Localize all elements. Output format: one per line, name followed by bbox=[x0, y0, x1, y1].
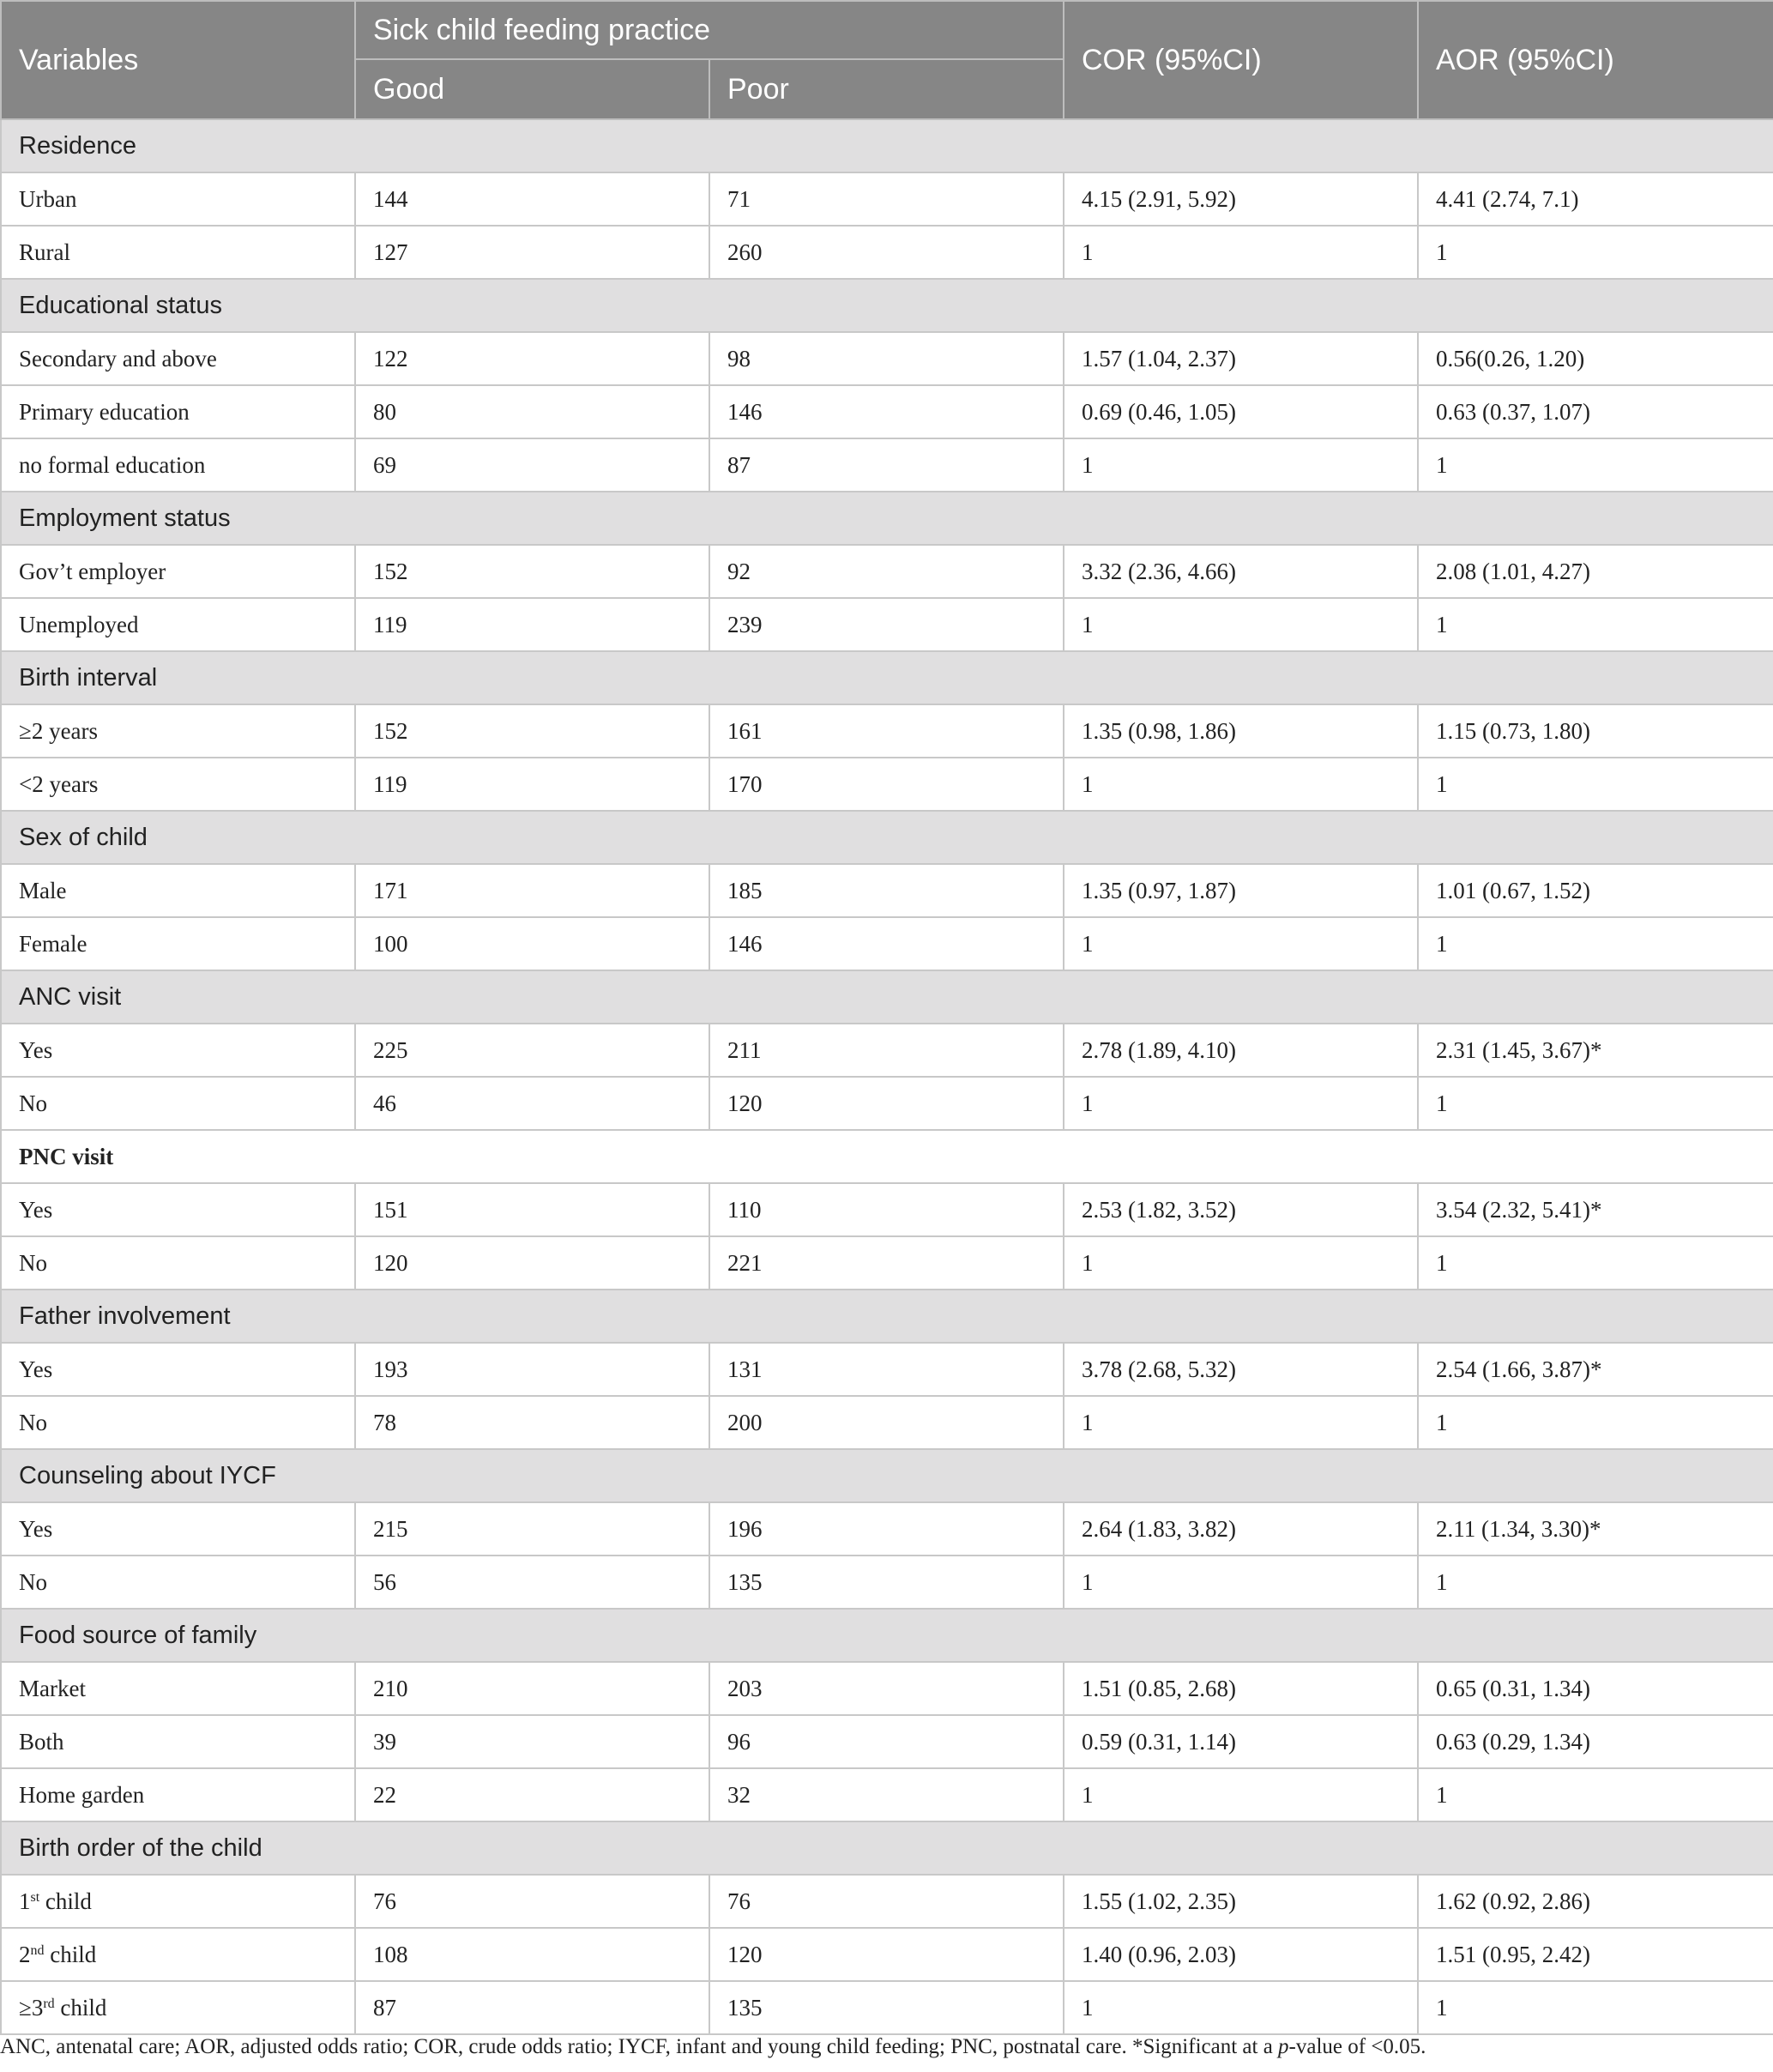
cell-aor: 1 bbox=[1418, 1556, 1773, 1609]
variable-text: ≥3 bbox=[19, 1994, 44, 2021]
cell-poor: 146 bbox=[709, 385, 1064, 438]
table-row bbox=[1, 1768, 1773, 1821]
cell-variable bbox=[1, 1928, 355, 1981]
group-row bbox=[1, 1130, 1773, 1183]
cell-variable: Market bbox=[1, 1662, 355, 1715]
group-label: Residence bbox=[1, 119, 1773, 172]
cell-good: 80 bbox=[355, 385, 709, 438]
cell-variable: Female bbox=[1, 917, 355, 970]
table-header bbox=[1, 1, 1773, 119]
cell-poor: 120 bbox=[709, 1077, 1064, 1130]
cell-poor: 239 bbox=[709, 598, 1064, 651]
cell-poor: 146 bbox=[709, 917, 1064, 970]
group-row bbox=[1, 651, 1773, 704]
cell-cor: 3.32 (2.36, 4.66) bbox=[1064, 545, 1418, 598]
table-row bbox=[1, 704, 1773, 758]
variable-text: 1 bbox=[19, 1888, 31, 1914]
cell-poor: 161 bbox=[709, 704, 1064, 758]
footnote-p-italic: p bbox=[1278, 2035, 1289, 2058]
cell-cor: 1 bbox=[1064, 1396, 1418, 1449]
cell-variable: Yes bbox=[1, 1183, 355, 1236]
cell-poor: 32 bbox=[709, 1768, 1064, 1821]
cell-cor: 1 bbox=[1064, 1077, 1418, 1130]
table-row bbox=[1, 758, 1773, 811]
cell-poor: 98 bbox=[709, 332, 1064, 385]
cell-good: 127 bbox=[355, 226, 709, 279]
table-row bbox=[1, 226, 1773, 279]
cell-good: 56 bbox=[355, 1556, 709, 1609]
cell-cor: 1.57 (1.04, 2.37) bbox=[1064, 332, 1418, 385]
variable-text: 2 bbox=[19, 1941, 31, 1967]
header-good: Good bbox=[355, 59, 709, 119]
group-row bbox=[1, 119, 1773, 172]
cell-variable: Yes bbox=[1, 1024, 355, 1077]
cell-aor: 2.08 (1.01, 4.27) bbox=[1418, 545, 1773, 598]
cell-variable: Home garden bbox=[1, 1768, 355, 1821]
cell-aor: 1 bbox=[1418, 1236, 1773, 1290]
cell-poor: 76 bbox=[709, 1875, 1064, 1928]
header-practice-group: Sick child feeding practice bbox=[355, 1, 1064, 59]
cell-aor: 1 bbox=[1418, 917, 1773, 970]
cell-variable: Yes bbox=[1, 1343, 355, 1396]
cell-good: 119 bbox=[355, 758, 709, 811]
group-label: PNC visit bbox=[1, 1130, 1773, 1183]
table-footnote bbox=[0, 2035, 1767, 2059]
cell-good: 78 bbox=[355, 1396, 709, 1449]
cell-aor: 0.56(0.26, 1.20) bbox=[1418, 332, 1773, 385]
header-poor: Poor bbox=[709, 59, 1064, 119]
cell-cor: 1 bbox=[1064, 598, 1418, 651]
cell-cor: 1.55 (1.02, 2.35) bbox=[1064, 1875, 1418, 1928]
cell-aor: 1 bbox=[1418, 1981, 1773, 2034]
cell-poor: 221 bbox=[709, 1236, 1064, 1290]
cell-cor: 1 bbox=[1064, 1236, 1418, 1290]
cell-poor: 203 bbox=[709, 1662, 1064, 1715]
table-row bbox=[1, 438, 1773, 492]
cell-poor: 170 bbox=[709, 758, 1064, 811]
cell-aor: 2.54 (1.66, 3.87)* bbox=[1418, 1343, 1773, 1396]
cell-poor: 71 bbox=[709, 172, 1064, 226]
cell-cor: 1 bbox=[1064, 226, 1418, 279]
table-row bbox=[1, 1343, 1773, 1396]
table-row bbox=[1, 1396, 1773, 1449]
cell-cor: 0.59 (0.31, 1.14) bbox=[1064, 1715, 1418, 1768]
group-row bbox=[1, 492, 1773, 545]
cell-aor: 2.31 (1.45, 3.67)* bbox=[1418, 1024, 1773, 1077]
variable-suffix: child bbox=[44, 1941, 97, 1967]
cell-good: 152 bbox=[355, 545, 709, 598]
cell-aor: 3.54 (2.32, 5.41)* bbox=[1418, 1183, 1773, 1236]
cell-poor: 135 bbox=[709, 1981, 1064, 2034]
cell-cor: 1 bbox=[1064, 1981, 1418, 2034]
footnote-text-end: -value of <0.05. bbox=[1288, 2035, 1426, 2058]
cell-variable: Secondary and above bbox=[1, 332, 355, 385]
cell-aor: 1 bbox=[1418, 1077, 1773, 1130]
table-row bbox=[1, 864, 1773, 917]
group-label: Counseling about IYCF bbox=[1, 1449, 1773, 1502]
cell-cor: 1 bbox=[1064, 438, 1418, 492]
cell-variable: <2 years bbox=[1, 758, 355, 811]
header-cor: COR (95%CI) bbox=[1064, 1, 1418, 119]
cell-good: 100 bbox=[355, 917, 709, 970]
cell-variable: Primary education bbox=[1, 385, 355, 438]
group-label: Father involvement bbox=[1, 1290, 1773, 1343]
table-row bbox=[1, 1928, 1773, 1981]
cell-aor: 1.15 (0.73, 1.80) bbox=[1418, 704, 1773, 758]
group-label: ANC visit bbox=[1, 970, 1773, 1024]
cell-cor: 1 bbox=[1064, 1768, 1418, 1821]
cell-good: 122 bbox=[355, 332, 709, 385]
group-label: Employment status bbox=[1, 492, 1773, 545]
cell-good: 225 bbox=[355, 1024, 709, 1077]
cell-cor: 1.40 (0.96, 2.03) bbox=[1064, 1928, 1418, 1981]
cell-good: 151 bbox=[355, 1183, 709, 1236]
cell-cor: 1.51 (0.85, 2.68) bbox=[1064, 1662, 1418, 1715]
table-row bbox=[1, 1556, 1773, 1609]
cell-good: 22 bbox=[355, 1768, 709, 1821]
group-row bbox=[1, 1609, 1773, 1662]
cell-cor: 2.64 (1.83, 3.82) bbox=[1064, 1502, 1418, 1556]
cell-good: 87 bbox=[355, 1981, 709, 2034]
cell-variable: Male bbox=[1, 864, 355, 917]
cell-good: 119 bbox=[355, 598, 709, 651]
table-row bbox=[1, 1502, 1773, 1556]
table-body bbox=[1, 119, 1773, 2034]
cell-variable: Rural bbox=[1, 226, 355, 279]
table-row bbox=[1, 1662, 1773, 1715]
group-row bbox=[1, 279, 1773, 332]
table-row bbox=[1, 1024, 1773, 1077]
cell-poor: 135 bbox=[709, 1556, 1064, 1609]
cell-poor: 196 bbox=[709, 1502, 1064, 1556]
cell-aor: 1 bbox=[1418, 758, 1773, 811]
cell-poor: 185 bbox=[709, 864, 1064, 917]
group-row bbox=[1, 1449, 1773, 1502]
cell-aor: 1 bbox=[1418, 1768, 1773, 1821]
table-row bbox=[1, 1875, 1773, 1928]
group-label: Food source of family bbox=[1, 1609, 1773, 1662]
cell-poor: 260 bbox=[709, 226, 1064, 279]
cell-cor: 1 bbox=[1064, 758, 1418, 811]
cell-cor: 2.53 (1.82, 3.52) bbox=[1064, 1183, 1418, 1236]
header-aor: AOR (95%CI) bbox=[1418, 1, 1773, 119]
cell-aor: 1.01 (0.67, 1.52) bbox=[1418, 864, 1773, 917]
cell-cor: 3.78 (2.68, 5.32) bbox=[1064, 1343, 1418, 1396]
cell-poor: 87 bbox=[709, 438, 1064, 492]
cell-good: 215 bbox=[355, 1502, 709, 1556]
footnote-text: ANC, antenatal care; AOR, adjusted odds ratio; COR, crude odds ratio; IYCF, infant and young child feeding; PNC, postnatal care. *Significant at a bbox=[0, 2035, 1279, 2058]
ordinal-suffix: nd bbox=[30, 1942, 45, 1958]
group-row bbox=[1, 1290, 1773, 1343]
table-row bbox=[1, 172, 1773, 226]
cell-variable: ≥2 years bbox=[1, 704, 355, 758]
cell-good: 76 bbox=[355, 1875, 709, 1928]
cell-aor: 0.63 (0.29, 1.34) bbox=[1418, 1715, 1773, 1768]
cell-cor: 1 bbox=[1064, 1556, 1418, 1609]
cell-cor: 1.35 (0.98, 1.86) bbox=[1064, 704, 1418, 758]
cell-aor: 1 bbox=[1418, 438, 1773, 492]
group-label: Educational status bbox=[1, 279, 1773, 332]
cell-aor: 1 bbox=[1418, 1396, 1773, 1449]
cell-cor: 2.78 (1.89, 4.10) bbox=[1064, 1024, 1418, 1077]
table-row bbox=[1, 1981, 1773, 2034]
ordinal-suffix: st bbox=[30, 1889, 40, 1905]
cell-variable: no formal education bbox=[1, 438, 355, 492]
cell-variable: No bbox=[1, 1236, 355, 1290]
table-row bbox=[1, 1183, 1773, 1236]
cell-good: 144 bbox=[355, 172, 709, 226]
cell-variable: Urban bbox=[1, 172, 355, 226]
ordinal-suffix: rd bbox=[43, 1996, 55, 2011]
variable-suffix: child bbox=[39, 1888, 92, 1914]
cell-variable bbox=[1, 1981, 355, 2034]
cell-good: 69 bbox=[355, 438, 709, 492]
cell-variable: Unemployed bbox=[1, 598, 355, 651]
cell-aor: 2.11 (1.34, 3.30)* bbox=[1418, 1502, 1773, 1556]
cell-variable: Both bbox=[1, 1715, 355, 1768]
cell-good: 120 bbox=[355, 1236, 709, 1290]
cell-good: 193 bbox=[355, 1343, 709, 1396]
table-row bbox=[1, 598, 1773, 651]
table-row bbox=[1, 1715, 1773, 1768]
table-row bbox=[1, 385, 1773, 438]
group-row bbox=[1, 811, 1773, 864]
cell-poor: 120 bbox=[709, 1928, 1064, 1981]
cell-poor: 92 bbox=[709, 545, 1064, 598]
table-row bbox=[1, 545, 1773, 598]
table-row bbox=[1, 332, 1773, 385]
cell-aor: 4.41 (2.74, 7.1) bbox=[1418, 172, 1773, 226]
group-label: Sex of child bbox=[1, 811, 1773, 864]
cell-poor: 211 bbox=[709, 1024, 1064, 1077]
group-label: Birth order of the child bbox=[1, 1821, 1773, 1875]
cell-aor: 1.51 (0.95, 2.42) bbox=[1418, 1928, 1773, 1981]
cell-variable: No bbox=[1, 1556, 355, 1609]
table-row bbox=[1, 1077, 1773, 1130]
cell-variable: Yes bbox=[1, 1502, 355, 1556]
cell-good: 152 bbox=[355, 704, 709, 758]
table-row bbox=[1, 917, 1773, 970]
table-row bbox=[1, 1236, 1773, 1290]
cell-cor: 0.69 (0.46, 1.05) bbox=[1064, 385, 1418, 438]
header-variables: Variables bbox=[1, 1, 355, 119]
group-row bbox=[1, 970, 1773, 1024]
cell-poor: 131 bbox=[709, 1343, 1064, 1396]
cell-variable: Gov’t employer bbox=[1, 545, 355, 598]
cell-cor: 4.15 (2.91, 5.92) bbox=[1064, 172, 1418, 226]
cell-good: 108 bbox=[355, 1928, 709, 1981]
group-label: Birth interval bbox=[1, 651, 1773, 704]
cell-cor: 1.35 (0.97, 1.87) bbox=[1064, 864, 1418, 917]
cell-variable: No bbox=[1, 1077, 355, 1130]
cell-variable bbox=[1, 1875, 355, 1928]
cell-good: 171 bbox=[355, 864, 709, 917]
cell-aor: 1.62 (0.92, 2.86) bbox=[1418, 1875, 1773, 1928]
cell-poor: 110 bbox=[709, 1183, 1064, 1236]
cell-cor: 1 bbox=[1064, 917, 1418, 970]
cell-aor: 1 bbox=[1418, 598, 1773, 651]
cell-good: 210 bbox=[355, 1662, 709, 1715]
cell-aor: 0.65 (0.31, 1.34) bbox=[1418, 1662, 1773, 1715]
cell-good: 46 bbox=[355, 1077, 709, 1130]
variable-suffix: child bbox=[54, 1994, 107, 2021]
cell-good: 39 bbox=[355, 1715, 709, 1768]
group-row bbox=[1, 1821, 1773, 1875]
cell-aor: 1 bbox=[1418, 226, 1773, 279]
cell-variable: No bbox=[1, 1396, 355, 1449]
cell-aor: 0.63 (0.37, 1.07) bbox=[1418, 385, 1773, 438]
cell-poor: 200 bbox=[709, 1396, 1064, 1449]
cell-poor: 96 bbox=[709, 1715, 1064, 1768]
